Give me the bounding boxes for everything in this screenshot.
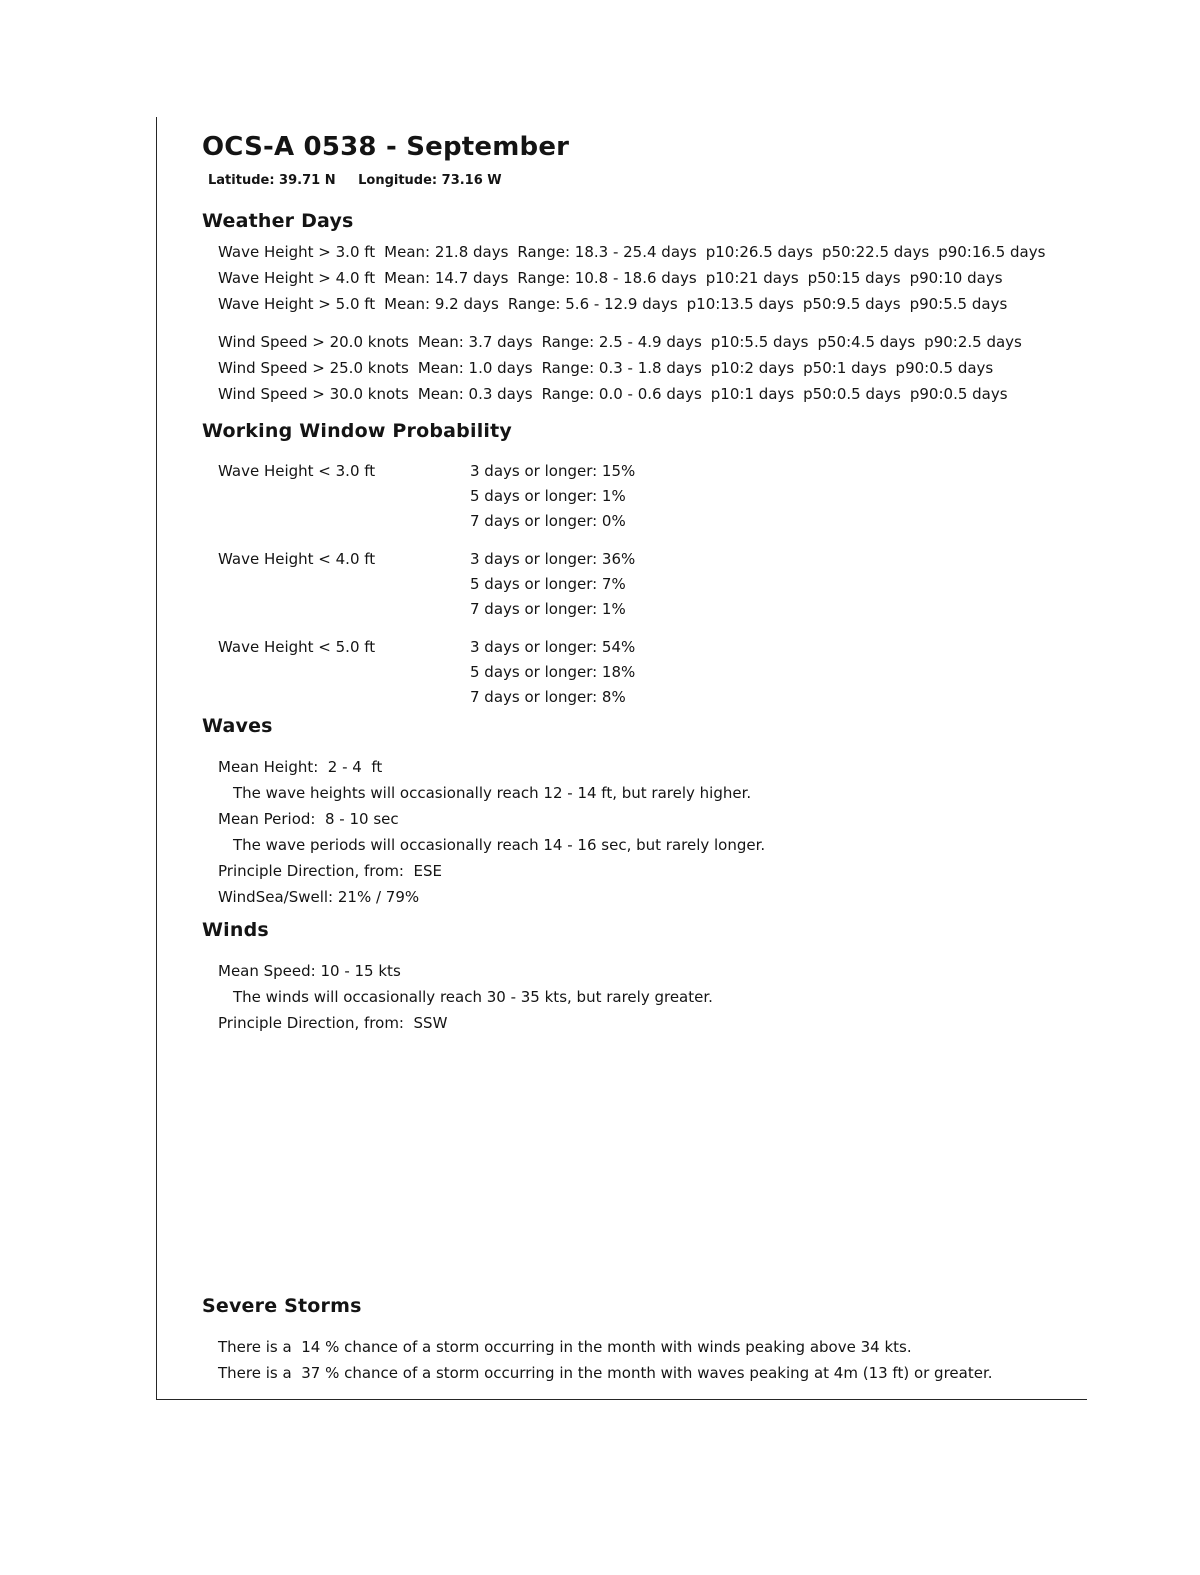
waves-details [218,754,1132,910]
waves-period-note: The wave periods will occasionally reach 14 - 16 sec, but rarely longer. [233,836,766,854]
row-p50: p50:0.5 days [803,385,901,403]
row-label: Wind Speed > 20.0 knots [218,333,409,351]
ww-block-values [470,459,635,534]
ww-probability-line: 7 days or longer: 8% [470,688,626,706]
row-mean: Mean: 9.2 days [384,295,499,313]
waves-mean-height: Mean Height: 2 - 4 ft [218,758,383,776]
row-range: Range: 10.8 - 18.6 days [517,269,697,287]
row-label: Wind Speed > 25.0 knots [218,359,409,377]
row-range: Range: 18.3 - 25.4 days [517,243,697,261]
ww-block-values [470,635,635,710]
winds-details [218,958,1132,1036]
row-p50: p50:15 days [807,269,901,287]
row-p90: p90:10 days [909,269,1003,287]
wind-speed-row [218,355,1132,381]
winds-principle-direction: Principle Direction, from: SSW [218,1014,448,1032]
row-p10: p10:2 days [710,359,795,377]
wave-height-row [218,239,1132,265]
row-p10: p10:13.5 days [686,295,794,313]
working-window-block [218,547,1132,622]
row-label: Wave Height > 4.0 ft [218,269,376,287]
working-window-block [218,635,1132,710]
ww-probability-line: 3 days or longer: 36% [470,550,636,568]
row-p10: p10:26.5 days [705,243,813,261]
row-range: Range: 0.3 - 1.8 days [541,359,702,377]
row-mean: Mean: 21.8 days [384,243,509,261]
row-label: Wind Speed > 30.0 knots [218,385,409,403]
row-mean: Mean: 0.3 days [417,385,533,403]
row-p90: p90:16.5 days [938,243,1046,261]
longitude-value: Longitude: 73.16 W [358,173,502,188]
section-heading-winds: Winds [202,919,269,941]
row-p10: p10:5.5 days [710,333,809,351]
row-label: Wave Height > 3.0 ft [218,243,376,261]
storm-wave-chance: There is a 37 % chance of a storm occurring in the month with waves peaking at 4m (13 ft) or greater. [218,1364,993,1382]
severe-storms-details [218,1334,1132,1386]
wind-speed-row [218,381,1132,407]
working-window-block [218,459,1132,534]
row-p50: p50:9.5 days [802,295,901,313]
ww-probability-line: 5 days or longer: 1% [470,487,626,505]
waves-height-note: The wave heights will occasionally reach 12 - 14 ft, but rarely higher. [233,784,752,802]
ww-probability-line: 5 days or longer: 7% [470,575,626,593]
row-p90: p90:2.5 days [924,333,1022,351]
ww-block-label: Wave Height < 3.0 ft [218,462,376,480]
row-p50: p50:1 days [803,359,887,377]
row-p10: p10:1 days [710,385,795,403]
section-heading-severe-storms: Severe Storms [202,1295,362,1317]
ww-probability-line: 7 days or longer: 0% [470,512,626,530]
ww-probability-line: 5 days or longer: 18% [470,663,636,681]
waves-windsea-swell: WindSea/Swell: 21% / 79% [218,888,420,906]
waves-principle-direction: Principle Direction, from: ESE [218,862,442,880]
working-window-blocks [218,459,1132,710]
wave-height-row [218,291,1132,317]
row-p50: p50:22.5 days [821,243,930,261]
row-p90: p90:0.5 days [895,359,994,377]
row-p90: p90:5.5 days [909,295,1008,313]
wind-speed-row [218,329,1132,355]
section-heading-waves: Waves [202,715,273,737]
ww-probability-line: 3 days or longer: 15% [470,462,636,480]
row-range: Range: 5.6 - 12.9 days [507,295,678,313]
winds-speed-note: The winds will occasionally reach 30 - 35 kts, but rarely greater. [233,988,713,1006]
ww-block-label: Wave Height < 4.0 ft [218,550,376,568]
ww-block-values [470,547,635,622]
wave-height-row [218,265,1132,291]
weather-days-wave-rows [218,239,1132,317]
row-mean: Mean: 1.0 days [417,359,533,377]
report-content [202,132,1132,1386]
latitude-value: Latitude: 39.71 N [208,173,336,188]
row-label: Wave Height > 5.0 ft [218,295,376,313]
ww-block-label: Wave Height < 5.0 ft [218,638,376,656]
ww-probability-line: 3 days or longer: 54% [470,638,636,656]
storm-wind-chance: There is a 14 % chance of a storm occurring in the month with winds peaking above 34 kts. [218,1338,912,1356]
section-heading-weather-days: Weather Days [202,210,354,232]
row-range: Range: 0.0 - 0.6 days [541,385,702,403]
weather-days-wind-rows [218,329,1132,407]
row-range: Range: 2.5 - 4.9 days [541,333,702,351]
waves-mean-period: Mean Period: 8 - 10 sec [218,810,399,828]
coordinates [208,173,1132,189]
section-heading-working-window: Working Window Probability [202,420,512,442]
ww-probability-line: 7 days or longer: 1% [470,600,626,618]
winds-mean-speed: Mean Speed: 10 - 15 kts [218,962,401,980]
row-mean: Mean: 14.7 days [384,269,509,287]
row-p50: p50:4.5 days [817,333,916,351]
row-p90: p90:0.5 days [909,385,1008,403]
row-mean: Mean: 3.7 days [417,333,533,351]
row-p10: p10:21 days [705,269,799,287]
page-title: OCS-A 0538 - September [202,132,570,162]
